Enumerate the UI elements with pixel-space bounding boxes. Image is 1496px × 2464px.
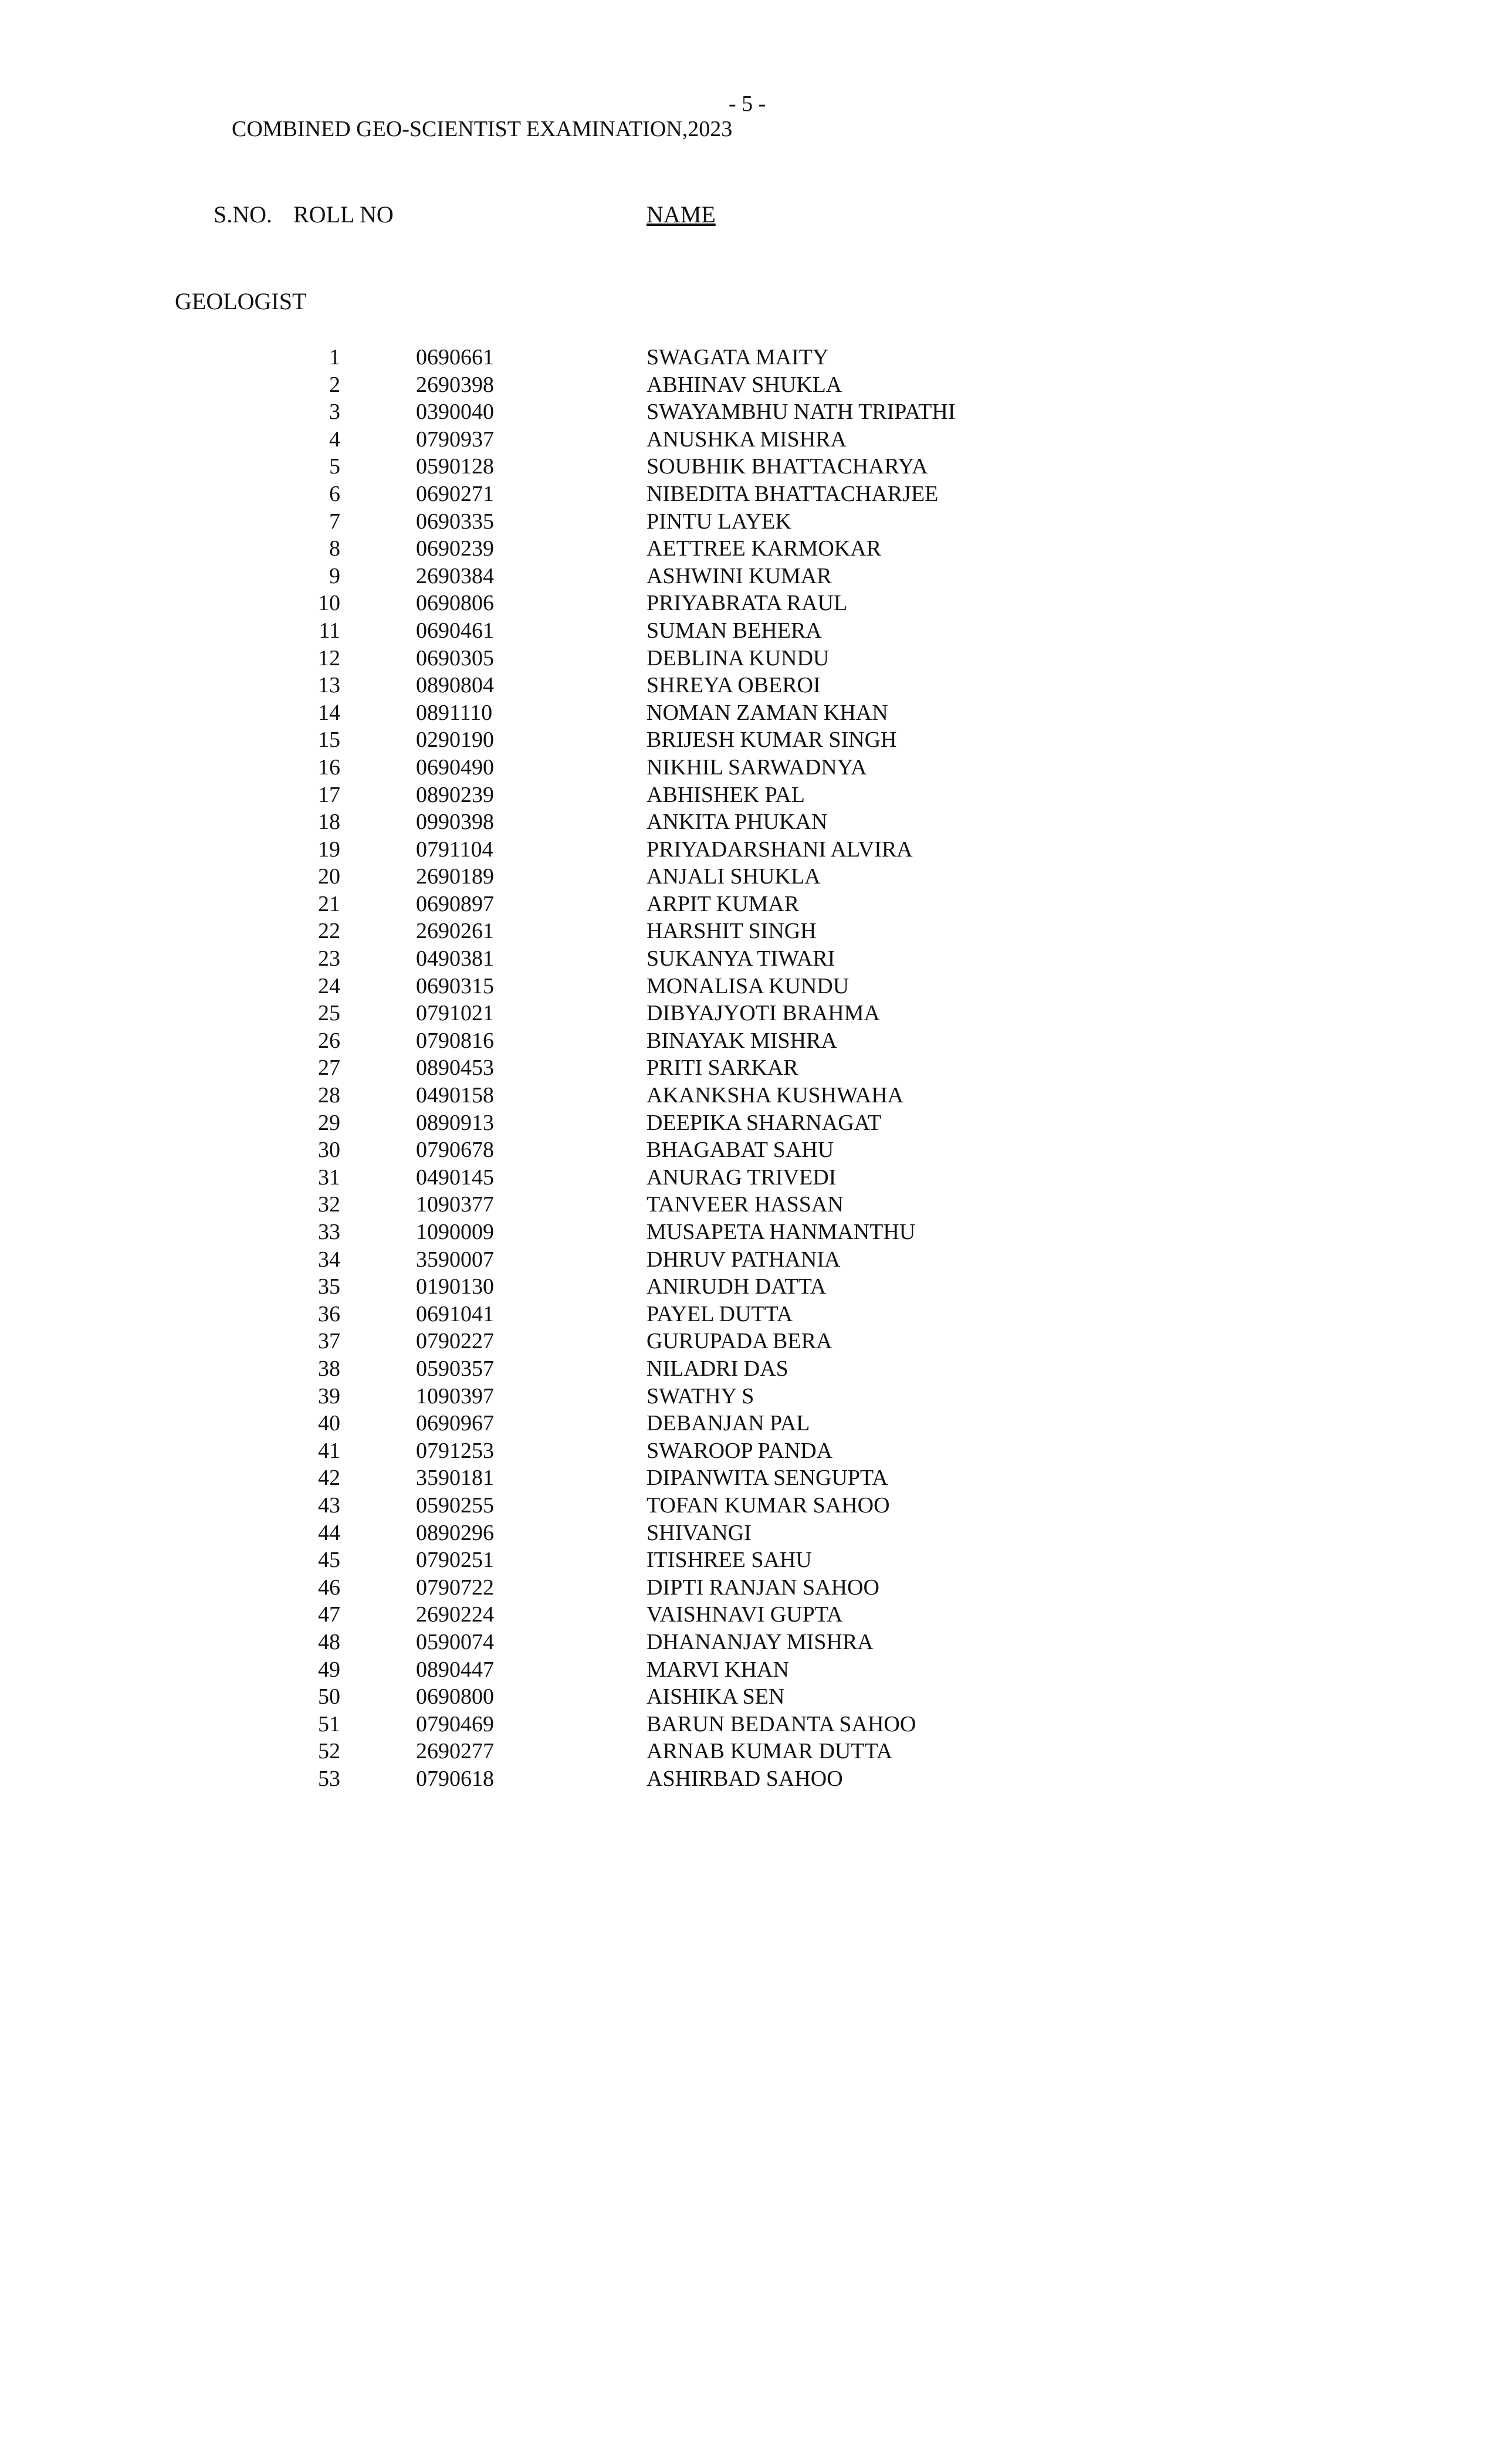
table-row bbox=[0, 973, 1496, 1000]
row-roll-no: 0990398 bbox=[416, 810, 494, 835]
row-roll-no: 0690305 bbox=[416, 645, 494, 671]
row-sno: 16 bbox=[318, 754, 340, 780]
row-sno: 6 bbox=[329, 481, 340, 506]
table-row bbox=[0, 426, 1496, 453]
table-row bbox=[0, 590, 1496, 617]
row-name: PRIYABRATA RAUL bbox=[647, 591, 848, 616]
row-name: PRITI SARKAR bbox=[647, 1055, 798, 1081]
table-row bbox=[0, 1109, 1496, 1137]
row-sno: 44 bbox=[318, 1520, 340, 1545]
table-row bbox=[0, 754, 1496, 781]
row-name: BARUN BEDANTA SAHOO bbox=[647, 1711, 916, 1737]
row-sno: 23 bbox=[318, 946, 340, 972]
table-row bbox=[0, 344, 1496, 371]
row-name: DIPTI RANJAN SAHOO bbox=[647, 1575, 879, 1600]
row-sno: 35 bbox=[318, 1274, 340, 1299]
row-name: ANUSHKA MISHRA bbox=[647, 427, 847, 452]
row-sno: 43 bbox=[318, 1492, 340, 1518]
table-row bbox=[0, 1000, 1496, 1027]
row-roll-no: 0791253 bbox=[416, 1438, 494, 1463]
row-roll-no: 0691041 bbox=[416, 1301, 494, 1326]
row-name: PINTU LAYEK bbox=[647, 509, 791, 534]
row-sno: 51 bbox=[318, 1711, 340, 1737]
table-row bbox=[0, 563, 1496, 590]
row-roll-no: 0791104 bbox=[416, 837, 493, 862]
row-sno: 2 bbox=[329, 372, 340, 397]
row-name: AISHIKA SEN bbox=[647, 1684, 785, 1710]
table-row bbox=[0, 1464, 1496, 1492]
row-name: AKANKSHA KUSHWAHA bbox=[647, 1083, 904, 1108]
table-row bbox=[0, 699, 1496, 727]
table-row bbox=[0, 480, 1496, 508]
table-row bbox=[0, 918, 1496, 945]
table-row bbox=[0, 1574, 1496, 1602]
page-number: - 5 - bbox=[729, 92, 766, 116]
table-row bbox=[0, 672, 1496, 699]
table-row bbox=[0, 371, 1496, 399]
table-row bbox=[0, 1301, 1496, 1328]
row-sno: 49 bbox=[318, 1657, 340, 1682]
row-roll-no: 0890913 bbox=[416, 1110, 494, 1135]
row-roll-no: 0790469 bbox=[416, 1711, 494, 1737]
row-roll-no: 2690277 bbox=[416, 1739, 494, 1764]
row-roll-no: 0890239 bbox=[416, 782, 494, 807]
table-row bbox=[0, 1492, 1496, 1519]
row-sno: 14 bbox=[318, 700, 340, 725]
row-sno: 5 bbox=[329, 454, 340, 479]
row-name: MARVI KHAN bbox=[647, 1657, 789, 1682]
table-row bbox=[0, 1765, 1496, 1793]
row-name: SHIVANGI bbox=[647, 1520, 752, 1545]
row-roll-no: 0790937 bbox=[416, 427, 494, 452]
row-name: AETTREE KARMOKAR bbox=[647, 536, 882, 561]
table-row bbox=[0, 645, 1496, 672]
row-name: SUMAN BEHERA bbox=[647, 618, 822, 643]
row-sno: 13 bbox=[318, 673, 340, 698]
row-sno: 47 bbox=[318, 1602, 340, 1627]
row-sno: 20 bbox=[318, 864, 340, 889]
row-sno: 19 bbox=[318, 837, 340, 862]
table-row bbox=[0, 1437, 1496, 1465]
row-sno: 33 bbox=[318, 1220, 340, 1244]
row-name: DIBYAJYOTI BRAHMA bbox=[647, 1001, 880, 1026]
row-sno: 25 bbox=[318, 1001, 340, 1026]
table-row bbox=[0, 836, 1496, 864]
category-heading: GEOLOGIST bbox=[175, 288, 307, 314]
row-sno: 9 bbox=[329, 563, 340, 588]
row-name: DEBLINA KUNDU bbox=[647, 645, 830, 671]
table-row bbox=[0, 1219, 1496, 1246]
row-sno: 41 bbox=[318, 1438, 340, 1463]
row-roll-no: 3590007 bbox=[416, 1247, 494, 1272]
row-name: ABHINAV SHUKLA bbox=[647, 372, 842, 397]
row-sno: 52 bbox=[318, 1739, 340, 1764]
row-sno: 42 bbox=[318, 1465, 340, 1491]
row-sno: 46 bbox=[318, 1575, 340, 1600]
column-header-sno: S.NO. bbox=[214, 201, 273, 228]
table-row bbox=[0, 1519, 1496, 1547]
row-sno: 31 bbox=[318, 1165, 340, 1190]
table-row bbox=[0, 1383, 1496, 1410]
row-roll-no: 0690806 bbox=[416, 591, 494, 616]
row-roll-no: 0590128 bbox=[416, 454, 494, 479]
row-sno: 32 bbox=[318, 1192, 340, 1217]
row-roll-no: 0790722 bbox=[416, 1575, 494, 1600]
row-name: MONALISA KUNDU bbox=[647, 973, 849, 999]
row-name: ABHISHEK PAL bbox=[647, 782, 805, 807]
row-roll-no: 1090377 bbox=[416, 1192, 494, 1217]
row-name: ANIRUDH DATTA bbox=[647, 1274, 827, 1299]
row-name: NOMAN ZAMAN KHAN bbox=[647, 700, 888, 725]
row-sno: 21 bbox=[318, 891, 340, 916]
row-name: BHAGABAT SAHU bbox=[647, 1138, 834, 1163]
row-sno: 3 bbox=[329, 400, 340, 425]
row-sno: 10 bbox=[318, 591, 340, 616]
result-list bbox=[0, 344, 1496, 1792]
table-row bbox=[0, 1054, 1496, 1082]
column-header-roll-no: ROLL NO bbox=[293, 201, 394, 228]
row-roll-no: 0590074 bbox=[416, 1629, 494, 1654]
row-name: BINAYAK MISHRA bbox=[647, 1028, 837, 1053]
row-roll-no: 1090397 bbox=[416, 1383, 494, 1409]
table-row bbox=[0, 1328, 1496, 1355]
row-roll-no: 0690897 bbox=[416, 891, 494, 916]
row-name: DHANANJAY MISHRA bbox=[647, 1629, 874, 1654]
table-row bbox=[0, 1355, 1496, 1383]
row-name: SHREYA OBEROI bbox=[647, 673, 821, 698]
row-name: PAYEL DUTTA bbox=[647, 1301, 793, 1326]
row-roll-no: 0890296 bbox=[416, 1520, 494, 1545]
table-row bbox=[0, 1656, 1496, 1684]
row-name: NIBEDITA BHATTACHARJEE bbox=[647, 481, 939, 506]
table-row bbox=[0, 808, 1496, 836]
row-name: DEBANJAN PAL bbox=[647, 1411, 810, 1436]
table-row bbox=[0, 1711, 1496, 1738]
row-roll-no: 0490158 bbox=[416, 1083, 494, 1108]
row-name: DIPANWITA SENGUPTA bbox=[647, 1465, 888, 1491]
row-roll-no: 0390040 bbox=[416, 400, 494, 425]
row-roll-no: 0690490 bbox=[416, 754, 494, 780]
row-sno: 8 bbox=[329, 536, 340, 561]
row-roll-no: 1090009 bbox=[416, 1220, 494, 1244]
table-row bbox=[0, 863, 1496, 891]
row-roll-no: 0690239 bbox=[416, 536, 494, 561]
row-sno: 26 bbox=[318, 1028, 340, 1053]
table-row bbox=[0, 726, 1496, 754]
row-sno: 28 bbox=[318, 1083, 340, 1108]
row-name: ANKITA PHUKAN bbox=[647, 810, 828, 835]
row-name: NILADRI DAS bbox=[647, 1356, 788, 1381]
row-roll-no: 0590255 bbox=[416, 1492, 494, 1518]
row-roll-no: 0690967 bbox=[416, 1411, 494, 1436]
row-name: ANJALI SHUKLA bbox=[647, 864, 821, 889]
row-name: BRIJESH KUMAR SINGH bbox=[647, 727, 897, 753]
row-sno: 11 bbox=[319, 618, 340, 643]
row-roll-no: 0891110 bbox=[416, 700, 493, 725]
table-row bbox=[0, 1629, 1496, 1656]
row-sno: 27 bbox=[318, 1055, 340, 1081]
row-name: NIKHIL SARWADNYA bbox=[647, 754, 867, 780]
table-row bbox=[0, 1273, 1496, 1301]
table-row bbox=[0, 1246, 1496, 1274]
row-sno: 12 bbox=[318, 645, 340, 671]
row-roll-no: 0590357 bbox=[416, 1356, 494, 1381]
row-roll-no: 0690335 bbox=[416, 509, 494, 534]
row-sno: 34 bbox=[318, 1247, 340, 1272]
exam-title: COMBINED GEO-SCIENTIST EXAMINATION,2023 bbox=[232, 117, 733, 141]
row-roll-no: 2690189 bbox=[416, 864, 494, 889]
row-roll-no: 3590181 bbox=[416, 1465, 494, 1491]
row-sno: 18 bbox=[318, 810, 340, 835]
row-name: DEEPIKA SHARNAGAT bbox=[647, 1110, 882, 1135]
table-row bbox=[0, 1027, 1496, 1055]
row-name: SWAYAMBHU NATH TRIPATHI bbox=[647, 400, 956, 425]
table-row bbox=[0, 535, 1496, 563]
row-name: SWAGATA MAITY bbox=[647, 345, 829, 370]
table-row bbox=[0, 1082, 1496, 1109]
row-name: PRIYADARSHANI ALVIRA bbox=[647, 837, 913, 862]
table-row bbox=[0, 1601, 1496, 1629]
table-row bbox=[0, 891, 1496, 918]
row-roll-no: 0690315 bbox=[416, 973, 494, 999]
row-name: SWATHY S bbox=[647, 1383, 754, 1409]
row-name: TANVEER HASSAN bbox=[647, 1192, 844, 1217]
row-sno: 48 bbox=[318, 1629, 340, 1654]
row-roll-no: 0190130 bbox=[416, 1274, 494, 1299]
table-row bbox=[0, 945, 1496, 973]
row-roll-no: 0790251 bbox=[416, 1548, 494, 1573]
table-row bbox=[0, 1546, 1496, 1574]
row-name: GURUPADA BERA bbox=[647, 1329, 832, 1354]
row-roll-no: 0790618 bbox=[416, 1766, 494, 1791]
row-sno: 30 bbox=[318, 1138, 340, 1163]
table-row bbox=[0, 617, 1496, 645]
row-roll-no: 0890453 bbox=[416, 1055, 494, 1081]
table-row bbox=[0, 398, 1496, 426]
row-roll-no: 2690398 bbox=[416, 372, 494, 397]
row-roll-no: 0490145 bbox=[416, 1165, 494, 1190]
row-roll-no: 2690261 bbox=[416, 919, 494, 944]
row-sno: 7 bbox=[329, 509, 340, 534]
table-row bbox=[0, 1164, 1496, 1192]
row-name: TOFAN KUMAR SAHOO bbox=[647, 1492, 890, 1518]
row-roll-no: 0790816 bbox=[416, 1028, 494, 1053]
row-sno: 39 bbox=[318, 1383, 340, 1409]
row-roll-no: 0890447 bbox=[416, 1657, 494, 1682]
table-row bbox=[0, 1738, 1496, 1765]
row-name: SOUBHIK BHATTACHARYA bbox=[647, 454, 928, 479]
row-name: ANURAG TRIVEDI bbox=[647, 1165, 837, 1190]
row-sno: 4 bbox=[329, 427, 340, 452]
row-roll-no: 0690661 bbox=[416, 345, 494, 370]
row-sno: 29 bbox=[318, 1110, 340, 1135]
row-roll-no: 0690271 bbox=[416, 481, 494, 506]
row-name: ARNAB KUMAR DUTTA bbox=[647, 1739, 893, 1764]
row-sno: 36 bbox=[318, 1301, 340, 1326]
row-roll-no: 2690384 bbox=[416, 563, 494, 588]
table-row bbox=[0, 781, 1496, 809]
row-name: ASHWINI KUMAR bbox=[647, 563, 832, 588]
row-sno: 22 bbox=[318, 919, 340, 944]
row-sno: 17 bbox=[318, 782, 340, 807]
row-name: ITISHREE SAHU bbox=[647, 1548, 812, 1573]
row-roll-no: 2690224 bbox=[416, 1602, 494, 1627]
row-name: ARPIT KUMAR bbox=[647, 891, 800, 916]
row-roll-no: 0890804 bbox=[416, 673, 494, 698]
row-roll-no: 0690461 bbox=[416, 618, 494, 643]
row-name: MUSAPETA HANMANTHU bbox=[647, 1220, 916, 1244]
row-name: VAISHNAVI GUPTA bbox=[647, 1602, 843, 1627]
row-roll-no: 0790678 bbox=[416, 1138, 494, 1163]
row-name: SWAROOP PANDA bbox=[647, 1438, 833, 1463]
table-row bbox=[0, 508, 1496, 536]
row-sno: 37 bbox=[318, 1329, 340, 1354]
table-row bbox=[0, 1683, 1496, 1711]
row-roll-no: 0791021 bbox=[416, 1001, 494, 1026]
row-sno: 15 bbox=[318, 727, 340, 753]
table-row bbox=[0, 1136, 1496, 1164]
row-name: SUKANYA TIWARI bbox=[647, 946, 835, 972]
row-sno: 1 bbox=[329, 345, 340, 370]
column-header-name: NAME bbox=[647, 201, 716, 228]
row-sno: 40 bbox=[318, 1411, 340, 1436]
table-row bbox=[0, 453, 1496, 480]
row-roll-no: 0290190 bbox=[416, 727, 494, 753]
table-row bbox=[0, 1410, 1496, 1437]
row-roll-no: 0490381 bbox=[416, 946, 494, 972]
table-row bbox=[0, 1191, 1496, 1219]
row-sno: 24 bbox=[318, 973, 340, 999]
row-sno: 53 bbox=[318, 1766, 340, 1791]
row-name: DHRUV PATHANIA bbox=[647, 1247, 841, 1272]
row-sno: 38 bbox=[318, 1356, 340, 1381]
row-roll-no: 0690800 bbox=[416, 1684, 494, 1710]
row-roll-no: 0790227 bbox=[416, 1329, 494, 1354]
row-name: ASHIRBAD SAHOO bbox=[647, 1766, 843, 1791]
row-sno: 45 bbox=[318, 1548, 340, 1573]
row-sno: 50 bbox=[318, 1684, 340, 1710]
row-name: HARSHIT SINGH bbox=[647, 919, 817, 944]
